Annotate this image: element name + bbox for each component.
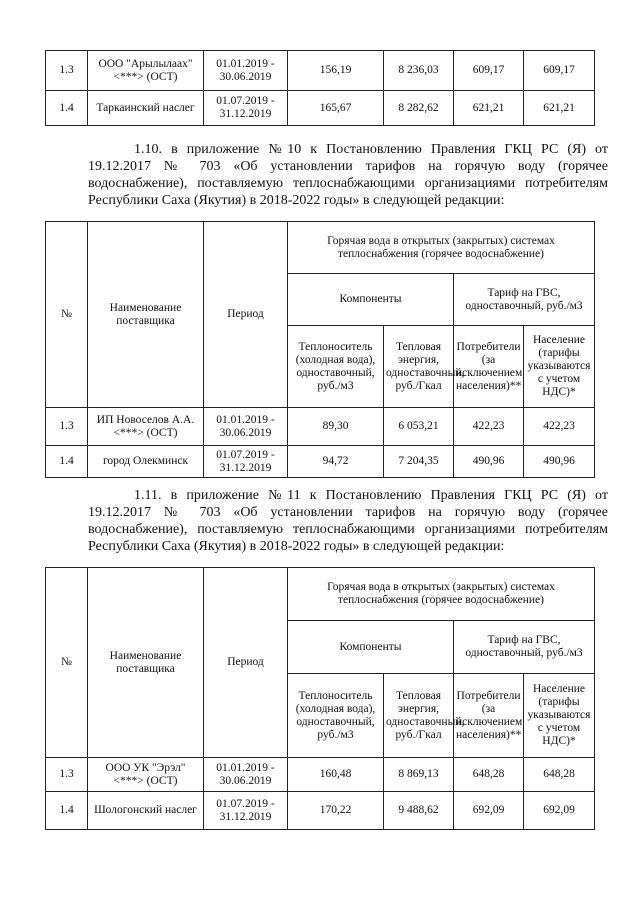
population-value: 692,09 [524, 792, 595, 830]
energy-value: 9 488,62 [384, 792, 454, 830]
period: 01.07.2019 - 31.12.2019 [204, 446, 288, 478]
col-period: Период [204, 568, 288, 758]
table-row [46, 446, 595, 478]
row-number: 1.4 [46, 91, 88, 126]
col-carrier: Теплоноситель (холодная вода), одноставочный, руб./м3 [288, 674, 384, 758]
period: 01.07.2019 - 31.12.2019 [204, 792, 288, 830]
population-value: 648,28 [524, 758, 595, 792]
col-supplier: Наименование поставщика [88, 568, 204, 758]
population-value: 422,23 [524, 408, 595, 446]
row-number: 1.3 [46, 758, 88, 792]
header-row [46, 568, 595, 621]
col-population: Население (тарифы указываются с учетом НДС)* [524, 326, 595, 408]
col-components: Компоненты [288, 274, 454, 326]
consumer-value: 609,17 [454, 51, 524, 91]
supplier-name: ООО УК "Эрэл" <***> (ОСТ) [88, 758, 204, 792]
population-value: 490,96 [524, 446, 595, 478]
consumer-value: 621,21 [454, 91, 524, 126]
table-row [46, 408, 595, 446]
energy-value: 7 204,35 [384, 446, 454, 478]
period: 01.01.2019 - 30.06.2019 [204, 758, 288, 792]
period: 01.01.2019 - 30.06.2019 [204, 408, 288, 446]
col-tariff: Тариф на ГВС, одноставочный, руб./м3 [454, 274, 595, 326]
top-table [45, 50, 595, 126]
row-number: 1.3 [46, 51, 88, 91]
population-value: 621,21 [524, 91, 595, 126]
col-consumer: Потребители (за исключением населения)** [454, 326, 524, 408]
table-row [46, 792, 595, 830]
supplier-name: Таркаинский наслег [88, 91, 204, 126]
energy-value: 8 236,03 [384, 51, 454, 91]
table-row [46, 758, 595, 792]
energy-value: 6 053,21 [384, 408, 454, 446]
col-energy: Тепловая энергия, одноставочный, руб./Гкал [384, 674, 454, 758]
supplier-name: город Олекминск [88, 446, 204, 478]
row-number: 1.3 [46, 408, 88, 446]
col-tariff: Тариф на ГВС, одноставочный, руб./м3 [454, 621, 595, 674]
energy-value: 8 869,13 [384, 758, 454, 792]
consumer-value: 692,09 [454, 792, 524, 830]
col-carrier: Теплоноситель (холодная вода), одноставочный, руб./м3 [288, 326, 384, 408]
section-text: в приложение №10 к Постановлению Правления ГКЦ РС (Я) от 19.12.2017 № 703 «Об установлении тарифов на горячую воду (горячее водоснабжение), поставляемую теплоснабжающими организациями потребителям Республики Саха (Якутия) в 2018-2022 годы» в следующей редакции: [88, 142, 608, 208]
col-hot-water: Горячая вода в открытых (закрытых) системах теплоснабжения (горячее водоснабжение) [288, 222, 595, 274]
tariff-table-1-10 [45, 221, 595, 478]
carrier-value: 170,22 [288, 792, 384, 830]
header-row [46, 222, 595, 274]
carrier-value: 156,19 [288, 51, 384, 91]
consumer-value: 648,28 [454, 758, 524, 792]
table-row [46, 51, 595, 91]
supplier-name: ООО "Арылылаах" <***> (ОСТ) [88, 51, 204, 91]
energy-value: 8 282,62 [384, 91, 454, 126]
supplier-name: ИП Новоселов А.А. <***> (ОСТ) [88, 408, 204, 446]
col-period: Период [204, 222, 288, 408]
col-population: Население (тарифы указываются с учетом НДС)* [524, 674, 595, 758]
paragraph-1-10 [88, 141, 608, 209]
carrier-value: 89,30 [288, 408, 384, 446]
carrier-value: 160,48 [288, 758, 384, 792]
row-number: 1.4 [46, 792, 88, 830]
population-value: 609,17 [524, 51, 595, 91]
col-components: Компоненты [288, 621, 454, 674]
period: 01.07.2019 - 31.12.2019 [204, 91, 288, 126]
consumer-value: 490,96 [454, 446, 524, 478]
carrier-value: 165,67 [288, 91, 384, 126]
col-hot-water: Горячая вода в открытых (закрытых) системах теплоснабжения (горячее водоснабжение) [288, 568, 595, 621]
supplier-name: Шологонский наслег [88, 792, 204, 830]
section-text: в приложение №11 к Постановлению Правления ГКЦ РС (Я) от 19.12.2017 № 703 «Об установлении тарифов на горячую воду (горячее водоснабжение), поставляемую теплоснабжающими организациями потребителям Республики Саха (Якутия) в 2018-2022 годы» в следующей редакции: [88, 488, 608, 554]
tariff-table-1-11 [45, 567, 595, 830]
table-row [46, 91, 595, 126]
carrier-value: 94,72 [288, 446, 384, 478]
col-number: № [46, 568, 88, 758]
col-number: № [46, 222, 88, 408]
section-number: 1.11. [134, 488, 162, 503]
col-consumer: Потребители (за исключением населения)** [454, 674, 524, 758]
col-energy: Тепловая энергия, одноставочный, руб./Гкал [384, 326, 454, 408]
section-number: 1.10. [134, 142, 162, 157]
period: 01.01.2019 - 30.06.2019 [204, 51, 288, 91]
col-supplier: Наименование поставщика [88, 222, 204, 408]
paragraph-1-11 [88, 487, 608, 555]
consumer-value: 422,23 [454, 408, 524, 446]
row-number: 1.4 [46, 446, 88, 478]
